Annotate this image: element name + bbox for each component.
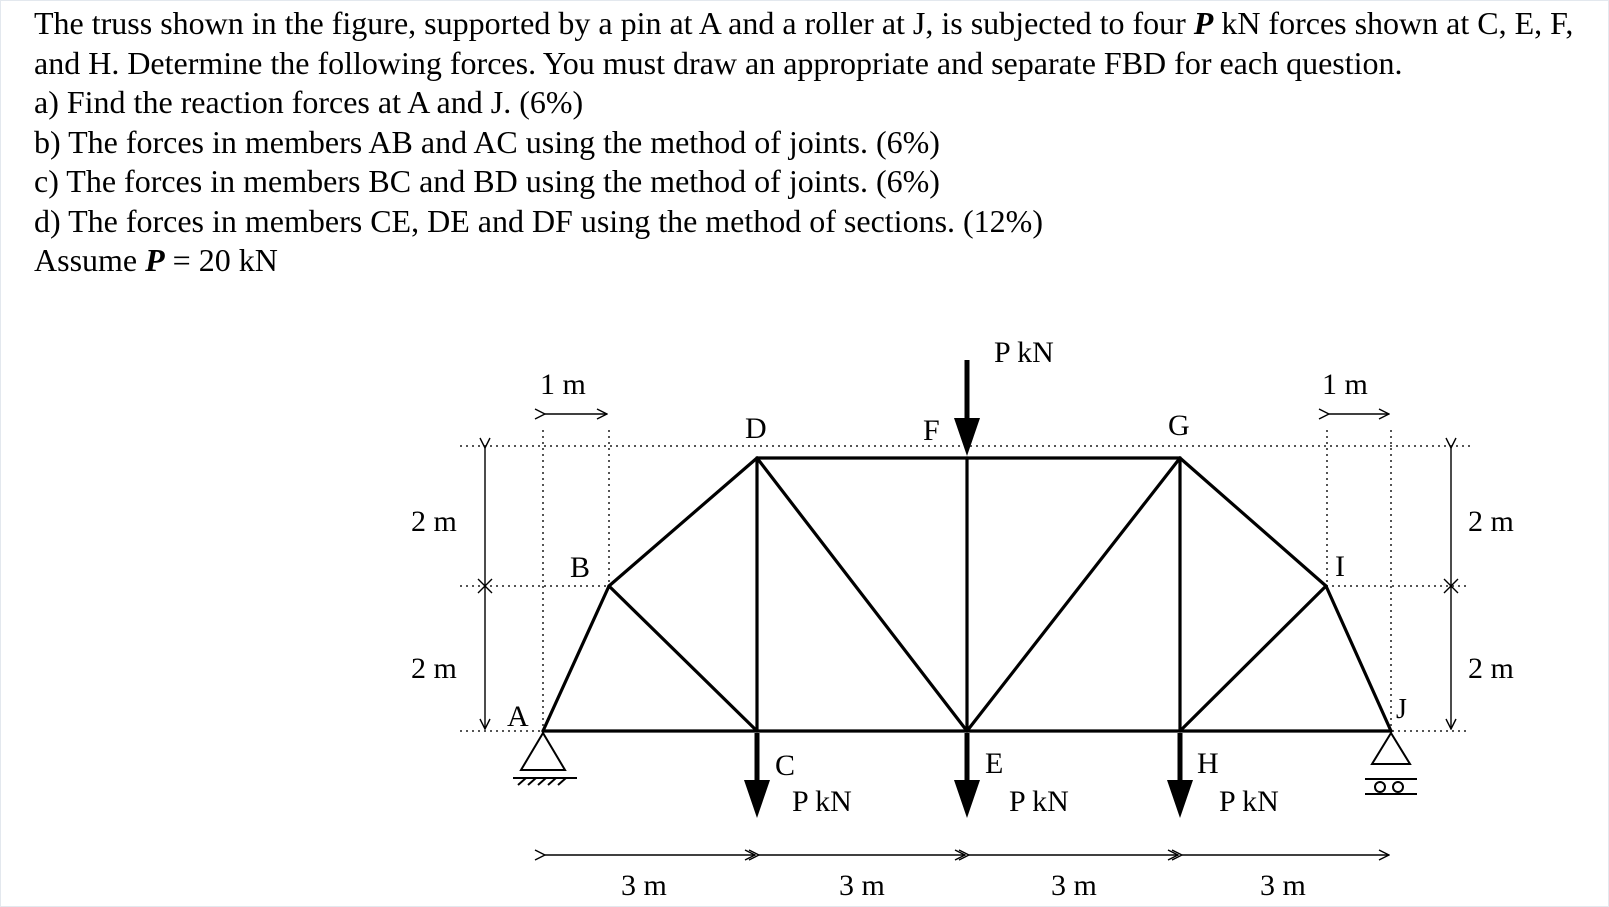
dim-label-right-lower: 2 m [1468, 652, 1514, 685]
dim-label-left-offset: 1 m [540, 368, 586, 401]
member-ab [543, 586, 609, 731]
assume-value: = 20 kN [172, 242, 278, 278]
member-hi [1180, 586, 1326, 731]
intro-text-1: The truss shown in the figure, supported by a pin at A and a roller at J, is subjected to four [34, 5, 1186, 41]
member-bc [609, 586, 757, 731]
roller-support-j [1365, 733, 1417, 794]
dim-label-span-4: 3 m [1260, 869, 1306, 902]
intro-text-2: kN forces shown at C, E, F, and H. Determine the following forces. You must draw an appropriate and separate FBD for each question. [34, 5, 1574, 81]
assume-prefix: Assume [34, 242, 138, 278]
joint-label-a: A [507, 700, 529, 733]
load-arrow-c-head [744, 780, 770, 818]
part-a: a) Find the reaction forces at A and J. (6%) [34, 84, 584, 120]
joint-label-d: D [745, 412, 767, 445]
dim-label-left-upper: 2 m [411, 505, 457, 538]
load-arrow-f-head [954, 418, 980, 456]
joint-label-i: I [1335, 550, 1345, 583]
joint-label-e: E [985, 747, 1004, 780]
joint-label-b: B [570, 551, 591, 584]
dim-label-span-1: 3 m [621, 869, 667, 902]
load-arrow-h-head [1167, 780, 1193, 818]
member-bd [609, 458, 757, 586]
member-eg [967, 458, 1180, 731]
intro-p-variable: P [1193, 5, 1214, 41]
member-de [757, 458, 967, 731]
truss-members [543, 458, 1391, 731]
joint-label-h: H [1197, 747, 1219, 780]
load-label-c: P kN [792, 785, 852, 818]
load-arrow-e-head [954, 780, 980, 818]
dim-label-left-lower: 2 m [411, 652, 457, 685]
pin-support-a [513, 733, 577, 785]
member-gi [1180, 458, 1326, 586]
dim-label-span-3: 3 m [1051, 869, 1097, 902]
joint-labels [507, 409, 1407, 782]
joint-label-j: J [1396, 694, 1407, 725]
joint-label-c: C [775, 749, 796, 782]
load-label-f: P kN [994, 336, 1054, 369]
load-label-e: P kN [1009, 785, 1069, 818]
part-d: d) The forces in members CE, DE and DF using the method of sections. (12%) [34, 202, 1043, 239]
part-c: c) The forces in members BC and BD using the method of joints. (6%) [34, 163, 940, 199]
load-labels [792, 336, 1279, 818]
assume-variable: P [145, 242, 165, 278]
dim-label-span-2: 3 m [839, 869, 885, 902]
load-label-h: P kN [1219, 785, 1279, 818]
joint-label-f: F [923, 414, 940, 447]
part-b: b) The forces in members AB and AC using the method of joints. (6%) [34, 123, 940, 160]
dim-label-right-offset: 1 m [1322, 368, 1368, 401]
dim-label-right-upper: 2 m [1468, 505, 1514, 538]
joint-label-g: G [1168, 409, 1190, 442]
member-ij [1326, 586, 1391, 731]
